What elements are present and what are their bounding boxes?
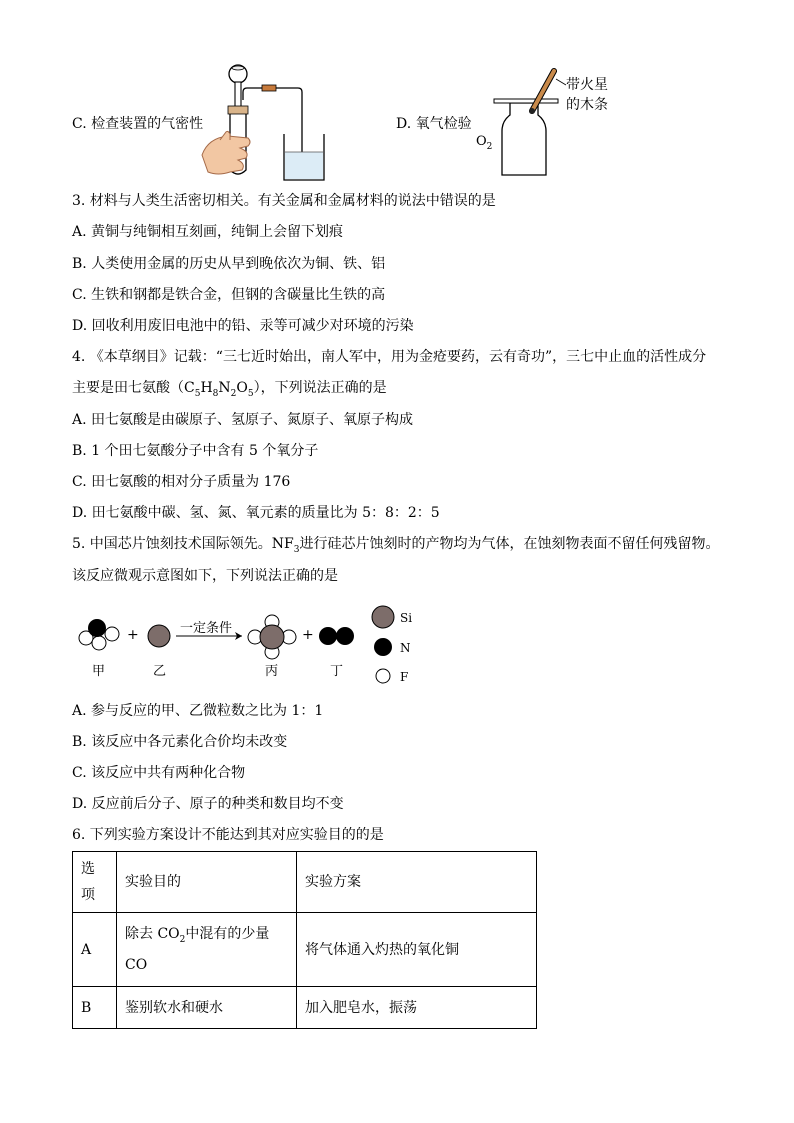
question-3-option-c: C. 生铁和钢都是铁合金，但钢的含碳量比生铁的高 — [72, 287, 386, 303]
molecule-ding-n2 — [319, 627, 354, 645]
reaction-micro-diagram — [72, 600, 432, 695]
legend-n-swatch — [374, 638, 392, 656]
question-5-option-d: D. 反应前后分子、原子的种类和数目均不变 — [72, 796, 344, 812]
legend-si-label: Si — [400, 611, 413, 625]
legend-si-swatch — [372, 606, 394, 628]
legend-n-label: N — [400, 641, 411, 655]
header-plan: 实验方案 — [297, 852, 537, 913]
row-a-plan: 将气体通入灼热的氧化铜 — [297, 913, 537, 987]
question-5-option-c: C. 该反应中共有两种化合物 — [72, 765, 246, 781]
row-b-purpose: 鉴别软水和硬水 — [117, 987, 297, 1029]
oxygen-test-figure — [470, 65, 620, 180]
atom-yi-si — [148, 625, 170, 647]
header-purpose: 实验目的 — [117, 852, 297, 913]
reaction-condition: 一定条件 — [180, 621, 233, 636]
question-4-option-b: B. 1 个田七氨酸分子中含有 5 个氧分子 — [72, 443, 319, 459]
question-6-stem: 6. 下列实验方案设计不能达到其对应实验目的的是 — [72, 827, 384, 843]
question-5-stem-line1: 5. 中国芯片蚀刻技术国际领先。$NF_3$进行硅芯片蚀刻时的产物均为气体，在蚀刻物表面不留任何残留物。 — [72, 536, 720, 555]
row-b-option: B — [73, 987, 117, 1029]
question-3-option-a: A. 黄铜与纯铜相互刻画，纯铜上会留下划痕 — [72, 224, 344, 240]
molecule-jia-nf3 — [79, 619, 119, 650]
label-yi: 乙 — [153, 664, 167, 679]
table-row — [73, 987, 537, 1029]
stick-label-line2: 的木条 — [566, 97, 608, 113]
molecule-bing-sif4 — [248, 615, 296, 659]
table-row — [73, 913, 537, 987]
question-4-stem-line1: 4. 《本草纲目》记载：“三七近时始出，南人军中，用为金疮要药，云有奇功”，三七中止血的活性成分 — [72, 349, 707, 365]
stick-label-line1: 带火星 — [566, 77, 608, 93]
label-bing: 丙 — [265, 664, 279, 679]
option-d-label: D. 氧气检验 — [396, 116, 472, 132]
question-3-option-b: B. 人类使用金属的历史从早到晚依次为铜、铁、铝 — [72, 256, 386, 272]
question-5-option-a: A. 参与反应的甲、乙微粒数之比为 1：1 — [72, 703, 324, 719]
row-b-plan: 加入肥皂水，振荡 — [297, 987, 537, 1029]
o2-label: $O_2$ — [476, 134, 493, 152]
question-4-stem-line2: 主要是田七氨酸$(C_5H_8N_2O_5)$，下列说法正确的是 — [72, 380, 387, 399]
row-a-purpose: 除去 $CO_2$中混有的少量 CO — [117, 913, 297, 987]
question-5-option-b: B. 该反应中各元素化合价均未改变 — [72, 734, 288, 750]
airtightness-apparatus-figure — [200, 60, 340, 185]
label-jia: 甲 — [92, 664, 106, 679]
question-5-stem-line2: 该反应微观示意图如下，下列说法正确的是 — [72, 568, 338, 584]
question-3-option-d: D. 回收利用废旧电池中的铅、汞等可减少对环境的污染 — [72, 318, 414, 334]
legend-f-swatch — [376, 669, 390, 683]
question-4-option-a: A. 田七氨酸是由碳原子、氢原子、氮原子、氧原子构成 — [72, 412, 414, 428]
plus-sign-2: + — [302, 627, 314, 643]
question-4-option-c: C. 田七氨酸的相对分子质量为 176 — [72, 474, 291, 490]
row-a-option: A — [73, 913, 117, 987]
question-4-option-d: D. 田七氨酸中碳、氢、氮、氧元素的质量比为 5：8：2：5 — [72, 505, 440, 521]
legend-f-label: F — [400, 670, 409, 684]
header-option: 选项 — [73, 852, 117, 913]
table-header-row — [73, 852, 537, 913]
experiment-table — [72, 851, 537, 1029]
plus-sign-1: + — [127, 627, 139, 643]
option-c-label: C. 检查装置的气密性 — [72, 116, 204, 132]
question-3-stem: 3. 材料与人类生活密切相关。有关金属和金属材料的说法中错误的是 — [72, 193, 496, 209]
label-ding: 丁 — [330, 664, 344, 679]
